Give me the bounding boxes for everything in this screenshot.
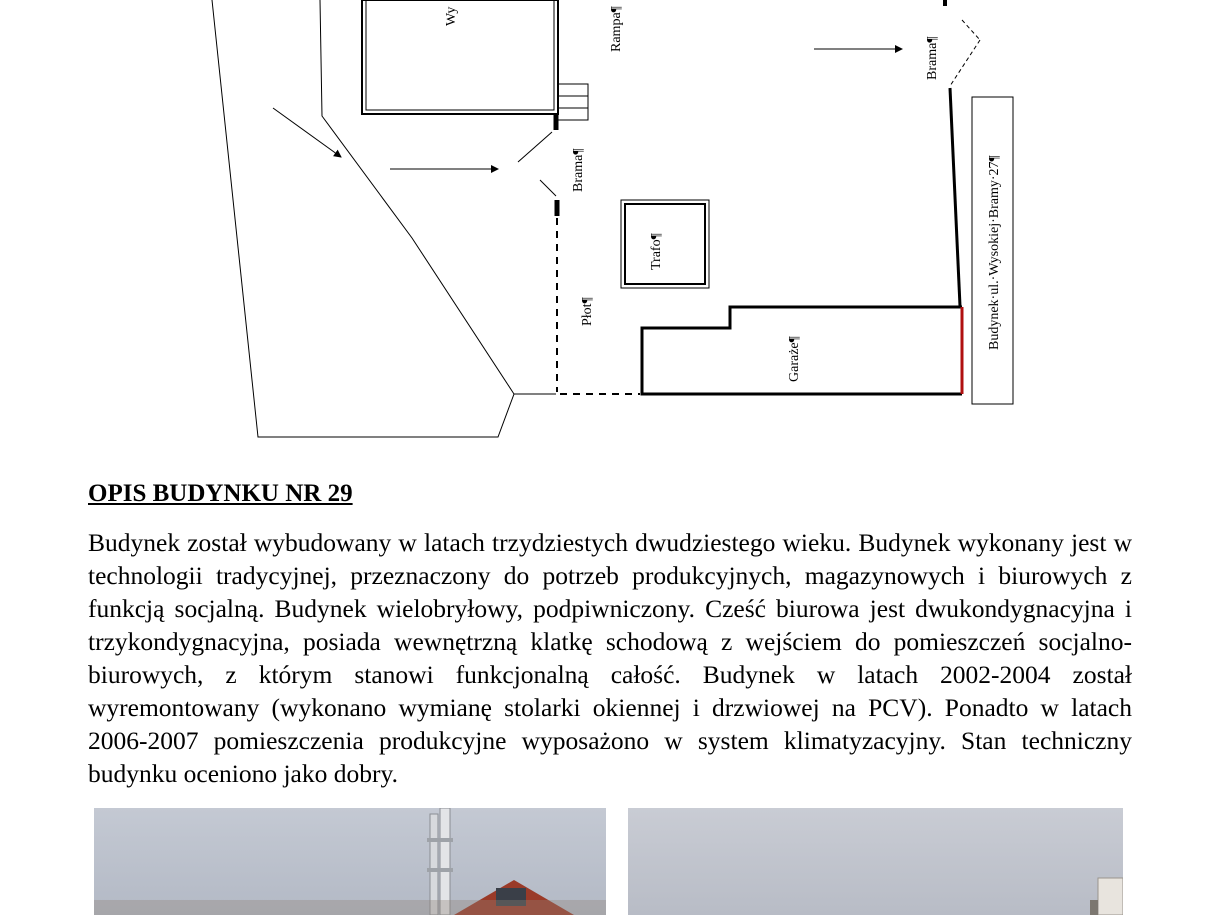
boundary-wall-right (950, 88, 960, 306)
gate-left-label: Brama¶ (571, 148, 586, 192)
neighbour-building-label: Budynek·ul.·Wysokiej·Bramy·27¶ (987, 155, 1002, 350)
building-description: Budynek został wybudowany w latach trzydziestych dwudziestego wieku. Budynek wykonany jest w technologii tradycyjnej, przeznaczony do potrzeb produkcyjnych, magazynowych i biurowych z funkcją socjalną. Budynek wielobryłowy, podpiwniczony. Cześć biurowa jest dwukondygnacyjna i trzykondygnacyjna, posiada wewnętrzną klatkę schodową z wejściem do pomieszczeń socjalno-biurowych, z którym stanowi funkcjonalną całość. Budynek w latach 2002-2004 został wyremontowany (wykonano wymianę stolarki okiennej i drzwiowej na PCV). Ponadto w latach 2006-2007 pomieszczenia produkcyjne wyposażono w system klimatyzacyjny. Stan techniczny budynku oceniono jako dobry. (88, 528, 1132, 788)
ramp-label: Rampa¶ (609, 6, 624, 52)
gate-left (518, 114, 557, 216)
building-photo-left (94, 808, 606, 915)
gate-right-label: Brama¶ (925, 36, 940, 80)
building-photo-right (628, 808, 1123, 915)
transformer-label: Trafo¶ (649, 233, 664, 270)
building-main (362, 0, 558, 114)
section-heading: OPIS BUDYNKU NR 29 (88, 480, 353, 507)
transformer (621, 200, 709, 288)
building-wall (94, 900, 606, 915)
gate-right (945, 0, 980, 86)
garages-label: Garaże¶ (787, 336, 802, 382)
building-corner (1098, 878, 1123, 915)
ramp (558, 84, 588, 120)
garages (642, 307, 962, 394)
fence (557, 218, 640, 394)
fence-label: Płot¶ (580, 297, 595, 326)
arrow-diagonal (273, 108, 341, 157)
chimney-pipes (427, 808, 453, 915)
building-corner-shadow (1090, 900, 1098, 915)
building-label: Wy (444, 6, 459, 26)
